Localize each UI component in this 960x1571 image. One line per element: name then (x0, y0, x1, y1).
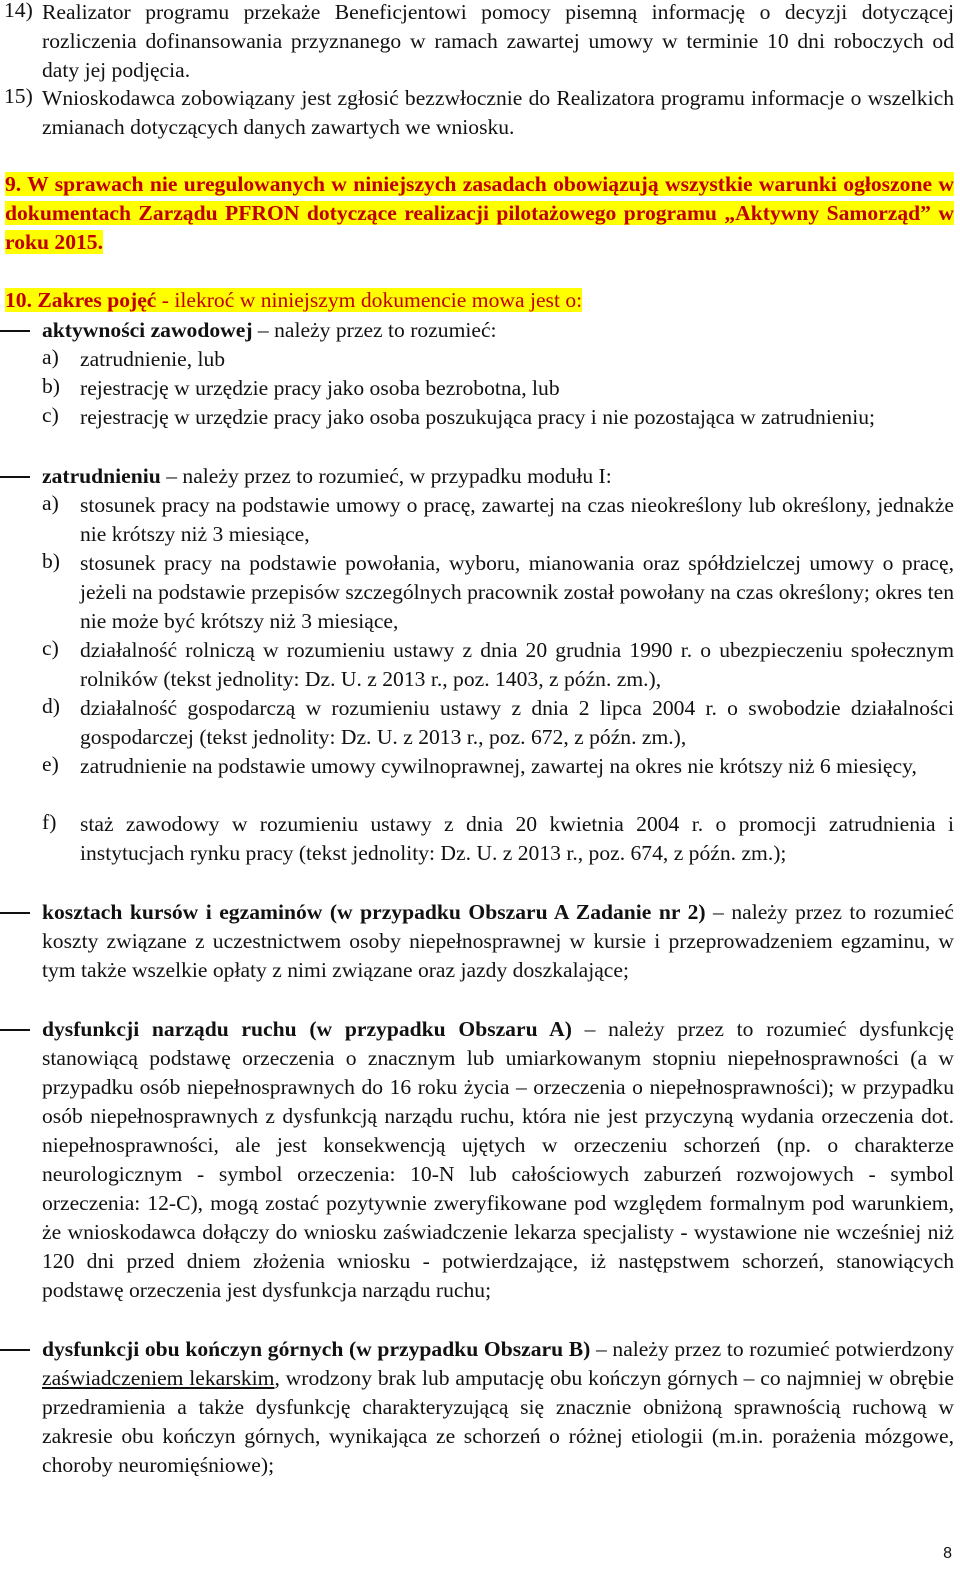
item-number: 15) (4, 84, 33, 108)
section-10-title-wrap (5, 288, 156, 312)
sub-item-text: staż zawodowy w rozumieniu ustawy z dnia 20 kwietnia 2004 r. o promocji zatrudnienia i instytucjach rynku pracy (tekst jednolity: Dz. U. z 2013 r., poz. 674, z późn. zm.); (80, 812, 954, 865)
section-9-text: 9. W sprawach nie uregulowanych w niniejszych zasadach obowiązują wszystkie warunki ogłoszone w dokumentach Zarządu PFRON dotyczące realizacji pilotażowego programu „Aktywny Samorząd” w roku 2015. (5, 172, 954, 254)
definition-desc-continued: , wrodzony brak lub amputację obu kończyn górnych – co najmniej w obrębie przedramienia a także dysfunkcję charakteryzującą się znacznie obniżoną sprawnością ruchową w zakresie obu kończyn górnych, wynikająca ze schorzeń o różnej etiologii (m.in. porażenia mózgowe, choroby neuromięśniowe); (42, 1366, 955, 1477)
sub-item-letter: c) (42, 636, 59, 660)
sub-item-letter: f) (42, 810, 57, 834)
page-number: 8 (943, 1545, 952, 1562)
sub-item-text: rejestrację w urzędzie pracy jako osoba bezrobotna, lub (80, 376, 560, 400)
sub-item-letter: b) (42, 374, 60, 398)
list-item-14 (4, 0, 954, 85)
definition-term: aktywności zawodowej (42, 318, 253, 342)
sub-item-text: działalność rolniczą w rozumieniu ustawy z dnia 20 grudnia 1990 r. o ubezpieczeniu społecznym rolników (tekst jednolity: Dz. U. z 2013 r., poz. 1403, z późn. zm.), (80, 638, 954, 691)
definition-line (42, 462, 954, 491)
sub-item-text: działalność gospodarczą w rozumieniu ustawy z dnia 2 lipca 2004 r. o swobodzie działalności gospodarczej (tekst jednolity: Dz. U. z 2013 r., poz. 672, z późn. zm.), (80, 696, 954, 749)
section-10-number: 10. (5, 288, 32, 312)
section-9 (5, 170, 954, 257)
sub-item-text: stosunek pracy na podstawie powołania, wyboru, mianowania oraz spółdzielczej umowy o pracę, jeżeli na podstawie przepisów szczególnych pracownik został powołany na czas określony; okres ten nie może być krótszy niż 3 miesiące, (80, 551, 954, 633)
item-text: Wnioskodawca zobowiązany jest zgłosić bezzwłocznie do Realizatora programu informacje o wszelkich zmianach dotyczących danych zawartych we wniosku. (42, 86, 954, 139)
definition-kosztach-kursow (0, 898, 954, 985)
item-number: 14) (4, 0, 33, 22)
sub-item (42, 403, 954, 432)
dash-bullet (0, 912, 30, 914)
definition-line (42, 1335, 954, 1480)
dash-bullet (0, 476, 30, 478)
definition-line (42, 1015, 954, 1305)
sub-item-letter: e) (42, 752, 59, 776)
sub-item (42, 491, 954, 549)
item-text: Realizator programu przekaże Beneficjentowi pomocy pisemną informację o decyzji dotyczącej rozliczenia dofinansowania przyznanego w ramach zawartej umowy w terminie 10 dni roboczych od daty jej podjęcia. (42, 0, 954, 82)
sub-item-text: stosunek pracy na podstawie umowy o pracę, zawartej na czas nieokreślony lub określony, jednakże nie krótszy niż 3 miesiące, (80, 493, 954, 546)
section-10-title: Zakres pojęć (37, 288, 157, 312)
definition-desc: – należy przez to rozumieć, w przypadku modułu I: (160, 464, 612, 488)
dash-bullet (0, 330, 30, 332)
sub-item (42, 694, 954, 752)
sub-item-text: zatrudnienie na podstawie umowy cywilnoprawnej, zawartej na okres nie krótszy niż 6 miesięcy, (80, 754, 917, 778)
sub-item-letter: d) (42, 694, 60, 718)
section-10-heading (5, 286, 954, 315)
dash-bullet (0, 1349, 30, 1351)
sub-item (42, 752, 954, 781)
definition-line (42, 898, 954, 985)
list-item-15 (4, 84, 954, 142)
definition-term: dysfunkcji obu kończyn górnych (w przypadku Obszaru B) (42, 1337, 591, 1361)
definition-line (42, 316, 954, 345)
sub-item-letter: a) (42, 491, 59, 515)
definition-desc: – należy przez to rozumieć dysfunkcję stanowiącą podstawę orzeczenia o znacznym lub umiarkowanym stopniu niepełnosprawności (a w przypadku osób niepełnosprawnych do 16 roku życia – orzeczenia o niepełnosprawności); w przypadku osób niepełnosprawnych z dysfunkcją narządu ruchu, która nie jest przyczyną wydania orzeczenia dot. niepełnosprawności, ale jest konsekwencją ujętych w orzeczeniu schorzeń (np. o charakterze neurologicznym - symbol orzeczenia: 10-N lub całościowych zaburzeń rozwojowych - symbol orzeczenia: 12-C), mogą zostać pozytywnie zweryfikowane pod względem formalnym pod warunkiem, że wnioskodawca dołączy do wniosku zaświadczenie lekarza specjalisty - wystawione nie wcześniej niż 120 dni przed dniem złożenia wniosku - potwierdzające, iż następstwem schorzeń, stanowiących podstawę orzeczenia jest dysfunkcja narządu ruchu; (42, 1017, 954, 1302)
definition-dysfunkcji-narzadu-ruchu (0, 1015, 954, 1305)
section-10-intro: - ilekroć w niniejszym dokumencie mowa jest o: (156, 288, 583, 312)
sub-item-letter: b) (42, 549, 60, 573)
sub-item (42, 374, 954, 403)
sub-item (42, 810, 954, 868)
definition-aktywnosci-zawodowej (0, 316, 954, 345)
definition-desc: – należy przez to rozumieć potwierdzony (590, 1337, 954, 1361)
sub-item (42, 549, 954, 636)
definition-term: dysfunkcji narządu ruchu (w przypadku Obszaru A) (42, 1017, 572, 1041)
dash-bullet (0, 1029, 30, 1031)
sub-item-letter: a) (42, 345, 59, 369)
definition-term: zatrudnieniu (42, 464, 161, 488)
definition-desc: – należy przez to rozumieć koszty związane z uczestnictwem osoby niepełnosprawnej w kursie i przeprowadzeniem egzaminu, w tym także wszelkie opłaty z nimi związane oraz jazdy doszkalające; (42, 900, 955, 982)
sub-item (42, 345, 954, 374)
definition-zatrudnieniu (0, 462, 954, 491)
sub-item-text: rejestrację w urzędzie pracy jako osoba poszukująca pracy i nie pozostająca w zatrudnieniu; (80, 405, 876, 429)
definition-dysfunkcji-konczyn-gornych (0, 1335, 954, 1480)
sub-item-letter: c) (42, 403, 59, 427)
sub-item (42, 636, 954, 694)
underlined-phrase: zaświadczeniem lekarskim (42, 1366, 275, 1390)
definition-desc: – należy przez to rozumieć: (252, 318, 497, 342)
sub-item-text: zatrudnienie, lub (80, 347, 226, 371)
definition-term: kosztach kursów i egzaminów (w przypadku Obszaru A Zadanie nr 2) (42, 900, 706, 924)
